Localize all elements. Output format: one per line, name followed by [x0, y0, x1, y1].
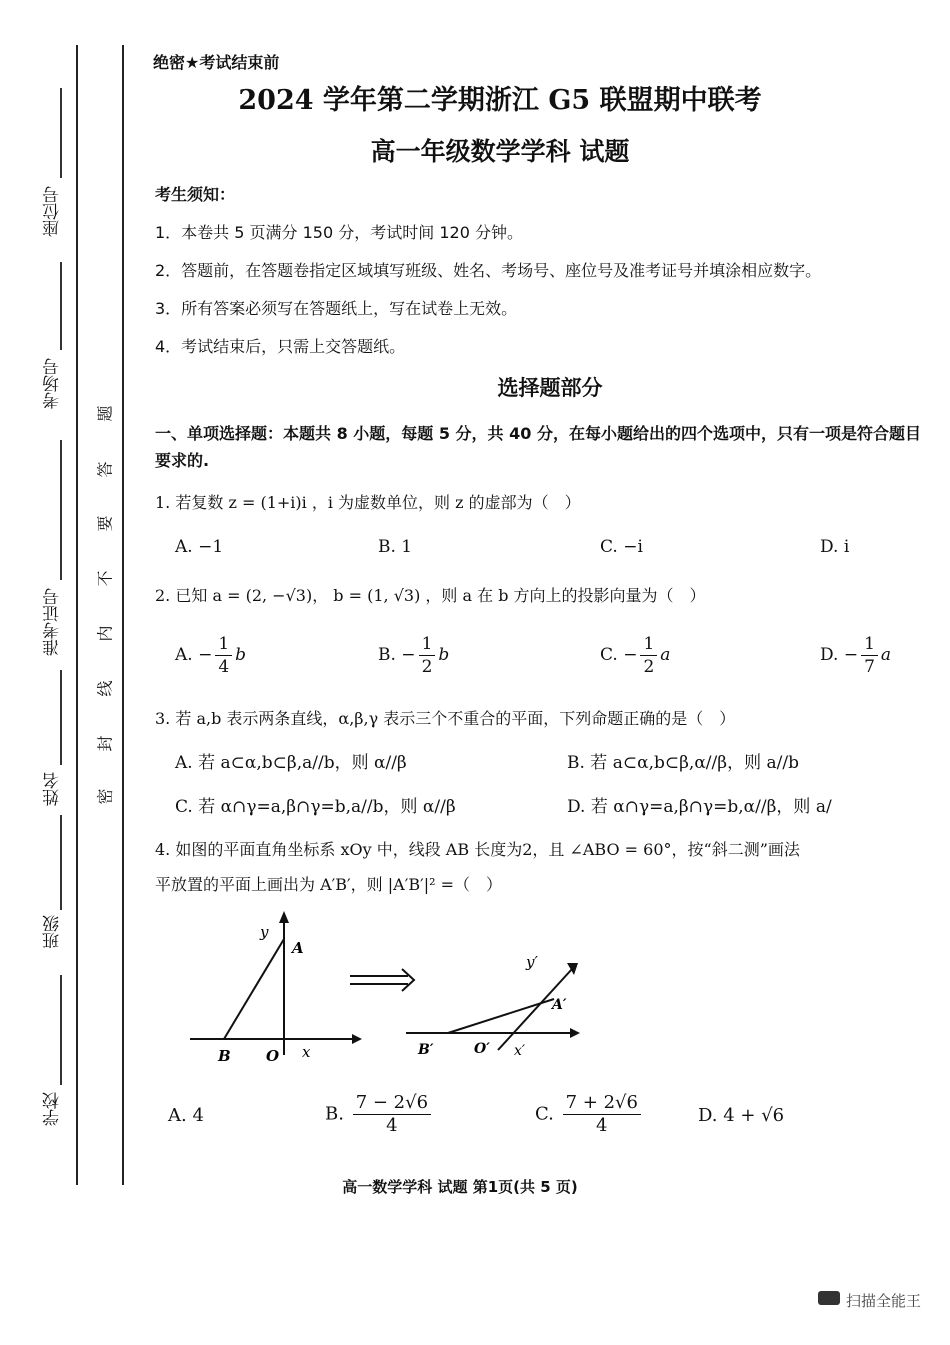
binding-line-outer	[76, 45, 78, 1185]
notice-item: 2．答题前，在答题卷指定区域填写班级、姓名、考场号、座位号及准考证号并填涂相应数字。	[155, 261, 822, 280]
question-1-option-b: B. 1	[378, 537, 413, 557]
blank-line-name	[60, 670, 62, 765]
segment-a-prime-b-prime	[448, 999, 554, 1033]
question-4-stem-line1: 4. 如图的平面直角坐标系 xOy 中，线段 AB 长度为2，且 ∠ABO = 60°，按“斜二测”画法	[155, 840, 800, 859]
label-y-prime: y′	[526, 953, 538, 971]
vector-a-def: a = (2, −√3)	[212, 586, 313, 605]
label-class: 班级	[43, 915, 63, 949]
seal-char: 要	[95, 515, 115, 532]
part-heading: 一、单项选择题：本题共 8 小题，每题 5 分，共 40 分，在每小题给出的四个选项中，只有一项是符合题目要求的.	[155, 424, 921, 470]
label-seat-number: 座位号	[43, 186, 63, 237]
question-3-option-a: A. 若 a⊂α,b⊂β,a//b，则 α//β	[175, 753, 407, 773]
seal-char: 线	[95, 680, 115, 697]
label-a-prime: A′	[552, 997, 567, 1013]
exam-title: 2024 学年第二学期浙江 G5 联盟期中联考	[238, 85, 762, 116]
question-2-option-b: B. − $\frac{1}{2}$ b	[378, 634, 450, 677]
question-4-figure	[180, 905, 600, 1075]
seal-char: 内	[95, 625, 115, 642]
notice-heading: 考生须知：	[155, 185, 236, 204]
blank-line-ticket	[60, 440, 62, 580]
question-4-stem-line2: 平放置的平面上画出为 A′B′，则 |A′B′|² =（ ）	[155, 875, 503, 894]
notice-item: 3．所有答案必须写在答题纸上，写在试卷上无效。	[155, 299, 518, 318]
label-x: x	[302, 1043, 311, 1061]
label-o-prime: O′	[474, 1041, 490, 1057]
blank-line-seat	[60, 88, 62, 178]
secret-notice: 绝密★考试结束前	[153, 53, 280, 72]
label-b-prime: B′	[418, 1042, 434, 1058]
question-2-option-a: A. − $\frac{1}{4}$ b	[175, 634, 247, 677]
question-3-option-d: D. 若 α∩γ=a,β∩γ=b,α//β，则 a/	[567, 797, 832, 817]
label-exam-room: 考场号	[43, 358, 63, 409]
seal-char: 题	[95, 405, 115, 422]
label-x-prime: x′	[514, 1043, 526, 1059]
label-ticket-number: 准考证号	[43, 588, 63, 656]
label-a: A	[292, 939, 304, 957]
question-2-option-c: C. − $\frac{1}{2}$ a	[600, 634, 671, 677]
question-1-option-d: D. i	[820, 537, 850, 557]
question-3-stem: 3. 若 a,b 表示两条直线，α,β,γ 表示三个不重合的平面，下列命题正确的是（ ）	[155, 709, 736, 728]
question-1-stem: 1. 若复数 z = (1+i)i ，i 为虚数单位，则 z 的虚部为（ ）	[155, 493, 581, 512]
watermark-text: 扫描全能王	[846, 1292, 922, 1310]
binding-line-inner	[122, 45, 124, 1185]
label-name: 姓名	[43, 772, 63, 806]
vector-b-def: b = (1, √3)	[333, 586, 421, 605]
question-2-stem-post: ，则 a 在 b 方向上的投影向量为（ ）	[425, 586, 706, 605]
arrow-head	[402, 969, 414, 991]
y-axis-arrow	[279, 911, 289, 923]
label-o: O	[266, 1047, 280, 1065]
question-3-option-b: B. 若 a⊂α,b⊂β,α//β，则 a//b	[567, 753, 799, 773]
seal-char: 封	[95, 735, 115, 752]
seal-char: 答	[95, 461, 115, 478]
blank-line-class	[60, 815, 62, 910]
x-prime-axis-arrow	[570, 1028, 580, 1038]
label-b: B	[218, 1047, 231, 1065]
question-4-option-b: B. $\frac{7 - 2√6}{4}$	[325, 1092, 434, 1137]
blank-line-school	[60, 975, 62, 1085]
question-2-option-d: D. − $\frac{1}{7}$ a	[820, 634, 892, 677]
question-3-option-c: C. 若 α∩γ=a,β∩γ=b,a//b，则 α//β	[175, 797, 456, 817]
question-1-option-c: C. −i	[600, 537, 643, 557]
page-footer: 高一数学学科 试题 第1页(共 5 页)	[342, 1178, 578, 1196]
notice-item: 4．考试结束后，只需上交答题纸。	[155, 337, 406, 356]
label-school: 学校	[43, 1092, 63, 1126]
question-4-option-d: D. 4 + √6	[698, 1105, 785, 1126]
notice-item: 1．本卷共 5 页满分 150 分，考试时间 120 分钟。	[155, 223, 523, 242]
segment-ab	[224, 939, 284, 1039]
exam-subtitle: 高一年级数学学科 试题	[370, 137, 630, 166]
seal-char: 密	[95, 788, 115, 805]
scanner-logo-icon	[818, 1291, 840, 1305]
question-2-stem: 2. 已知 a = (2, −√3)， b = (1, √3) ，则 a 在 b 方向上的投影向量为（ ）	[155, 586, 706, 605]
label-y: y	[260, 923, 269, 941]
seal-char: 不	[95, 570, 115, 587]
question-2-stem-pre: 2. 已知	[155, 586, 208, 605]
question-4-option-c: C. $\frac{7 + 2√6}{4}$	[535, 1092, 644, 1137]
question-1-option-a: A. −1	[175, 537, 224, 557]
x-axis-arrow	[352, 1034, 362, 1044]
blank-line-room	[60, 262, 62, 350]
section-title: 选择题部分	[497, 376, 603, 400]
question-4-option-a: A. 4	[168, 1105, 204, 1126]
